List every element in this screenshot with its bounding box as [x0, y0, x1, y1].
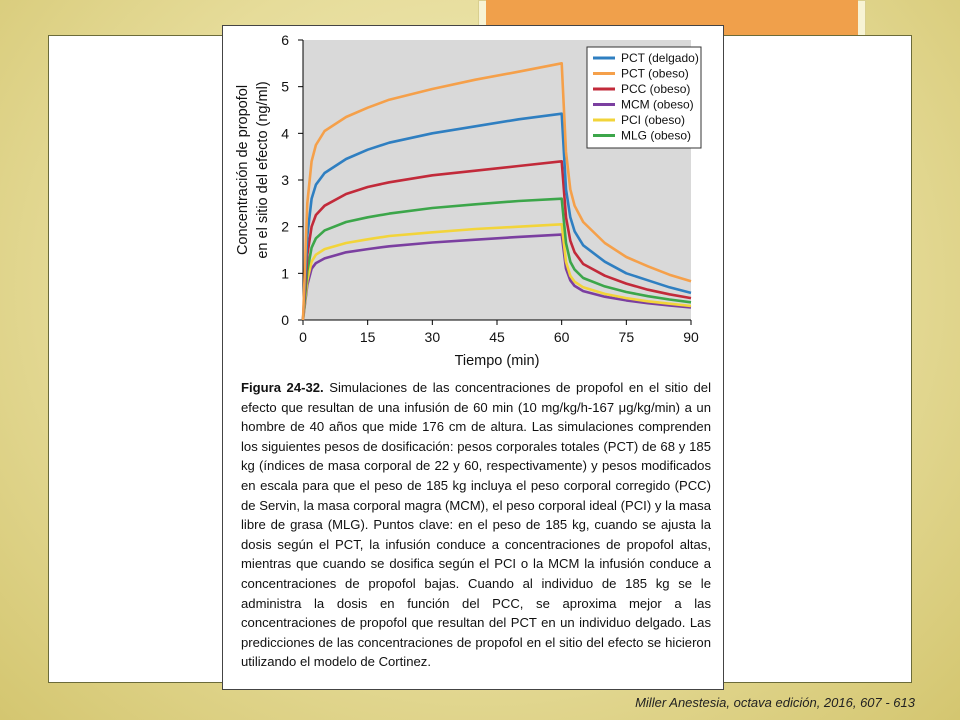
- y-tick-label: 0: [281, 312, 289, 328]
- y-tick-label: 3: [281, 172, 289, 188]
- legend-label: PCT (obeso): [621, 66, 689, 81]
- y-axis-label: en el sitio del efecto (ng/ml): [255, 81, 271, 259]
- legend-label: PCT (delgado): [621, 51, 699, 65]
- x-tick-label: 0: [299, 329, 307, 345]
- figure-panel: [222, 25, 724, 690]
- x-tick-label: 45: [489, 329, 505, 345]
- caption-text: Simulaciones de las concentraciones de propofol en el sitio del efecto que resultan de una infusión de 60 min (10 mg/kg/h-167 μg/kg/min) a un hombre de 40 años que mide 176 cm de altura. Las simulaciones comprenden los siguientes pesos de dosificación: pesos corporales totales (PCT) de 68 y 185 kg (índices de masa corporal de 22 y 60, respectivamente) y pesos modificados en escala para que el peso de 185 kg incluya el peso corporal corregido (PCC) de Servin, la masa corporal magra (MCM), el peso corporal ideal (PCI) y la masa libre de grasa (MLG). Puntos clave: en el peso de 185 kg, cuando se ajusta la dosis según el PCT, la infusión conduce a concentraciones de propofol altas, mientras que cuando se dosifica según el PCI o la MCM la infusión conduce a concentraciones de propofol bajas. Cuando al individuo de 185 kg se le administra la dosis en función del PCC, se aproxima mejor a las concentraciones de propofol que resultan del PCT en un individuo delgado. Las predicciones de las concentraciones de propofol en el sitio del efecto se hicieron utilizando el modelo de Cortinez.: [241, 380, 712, 670]
- y-tick-label: 1: [281, 265, 289, 282]
- y-tick-label: 5: [281, 78, 289, 95]
- y-tick-label: 4: [281, 125, 289, 142]
- legend-label: PCC (obeso): [621, 82, 691, 96]
- y-axis-label: Concentración de propofol: [235, 84, 251, 256]
- x-tick-label: 30: [424, 329, 441, 345]
- x-tick-label: 60: [553, 329, 570, 345]
- x-tick-label: 90: [683, 329, 699, 345]
- x-axis-label: Tiempo (min): [454, 353, 540, 369]
- source-citation: Miller Anestesia, octava edición, 2016, 607 - 613: [635, 695, 915, 710]
- caption-label: Figura 24-32.: [241, 380, 324, 395]
- legend-label: MLG (obeso): [621, 128, 692, 143]
- legend-label: MCM (obeso): [621, 97, 694, 112]
- legend-label: PCI (obeso): [621, 113, 686, 127]
- x-tick-label: 15: [359, 329, 376, 345]
- x-tick-label: 75: [618, 329, 635, 345]
- y-tick-label: 6: [281, 32, 289, 48]
- figure-caption: [241, 378, 711, 672]
- propofol-chart: [223, 26, 723, 371]
- y-tick-label: 2: [281, 218, 289, 235]
